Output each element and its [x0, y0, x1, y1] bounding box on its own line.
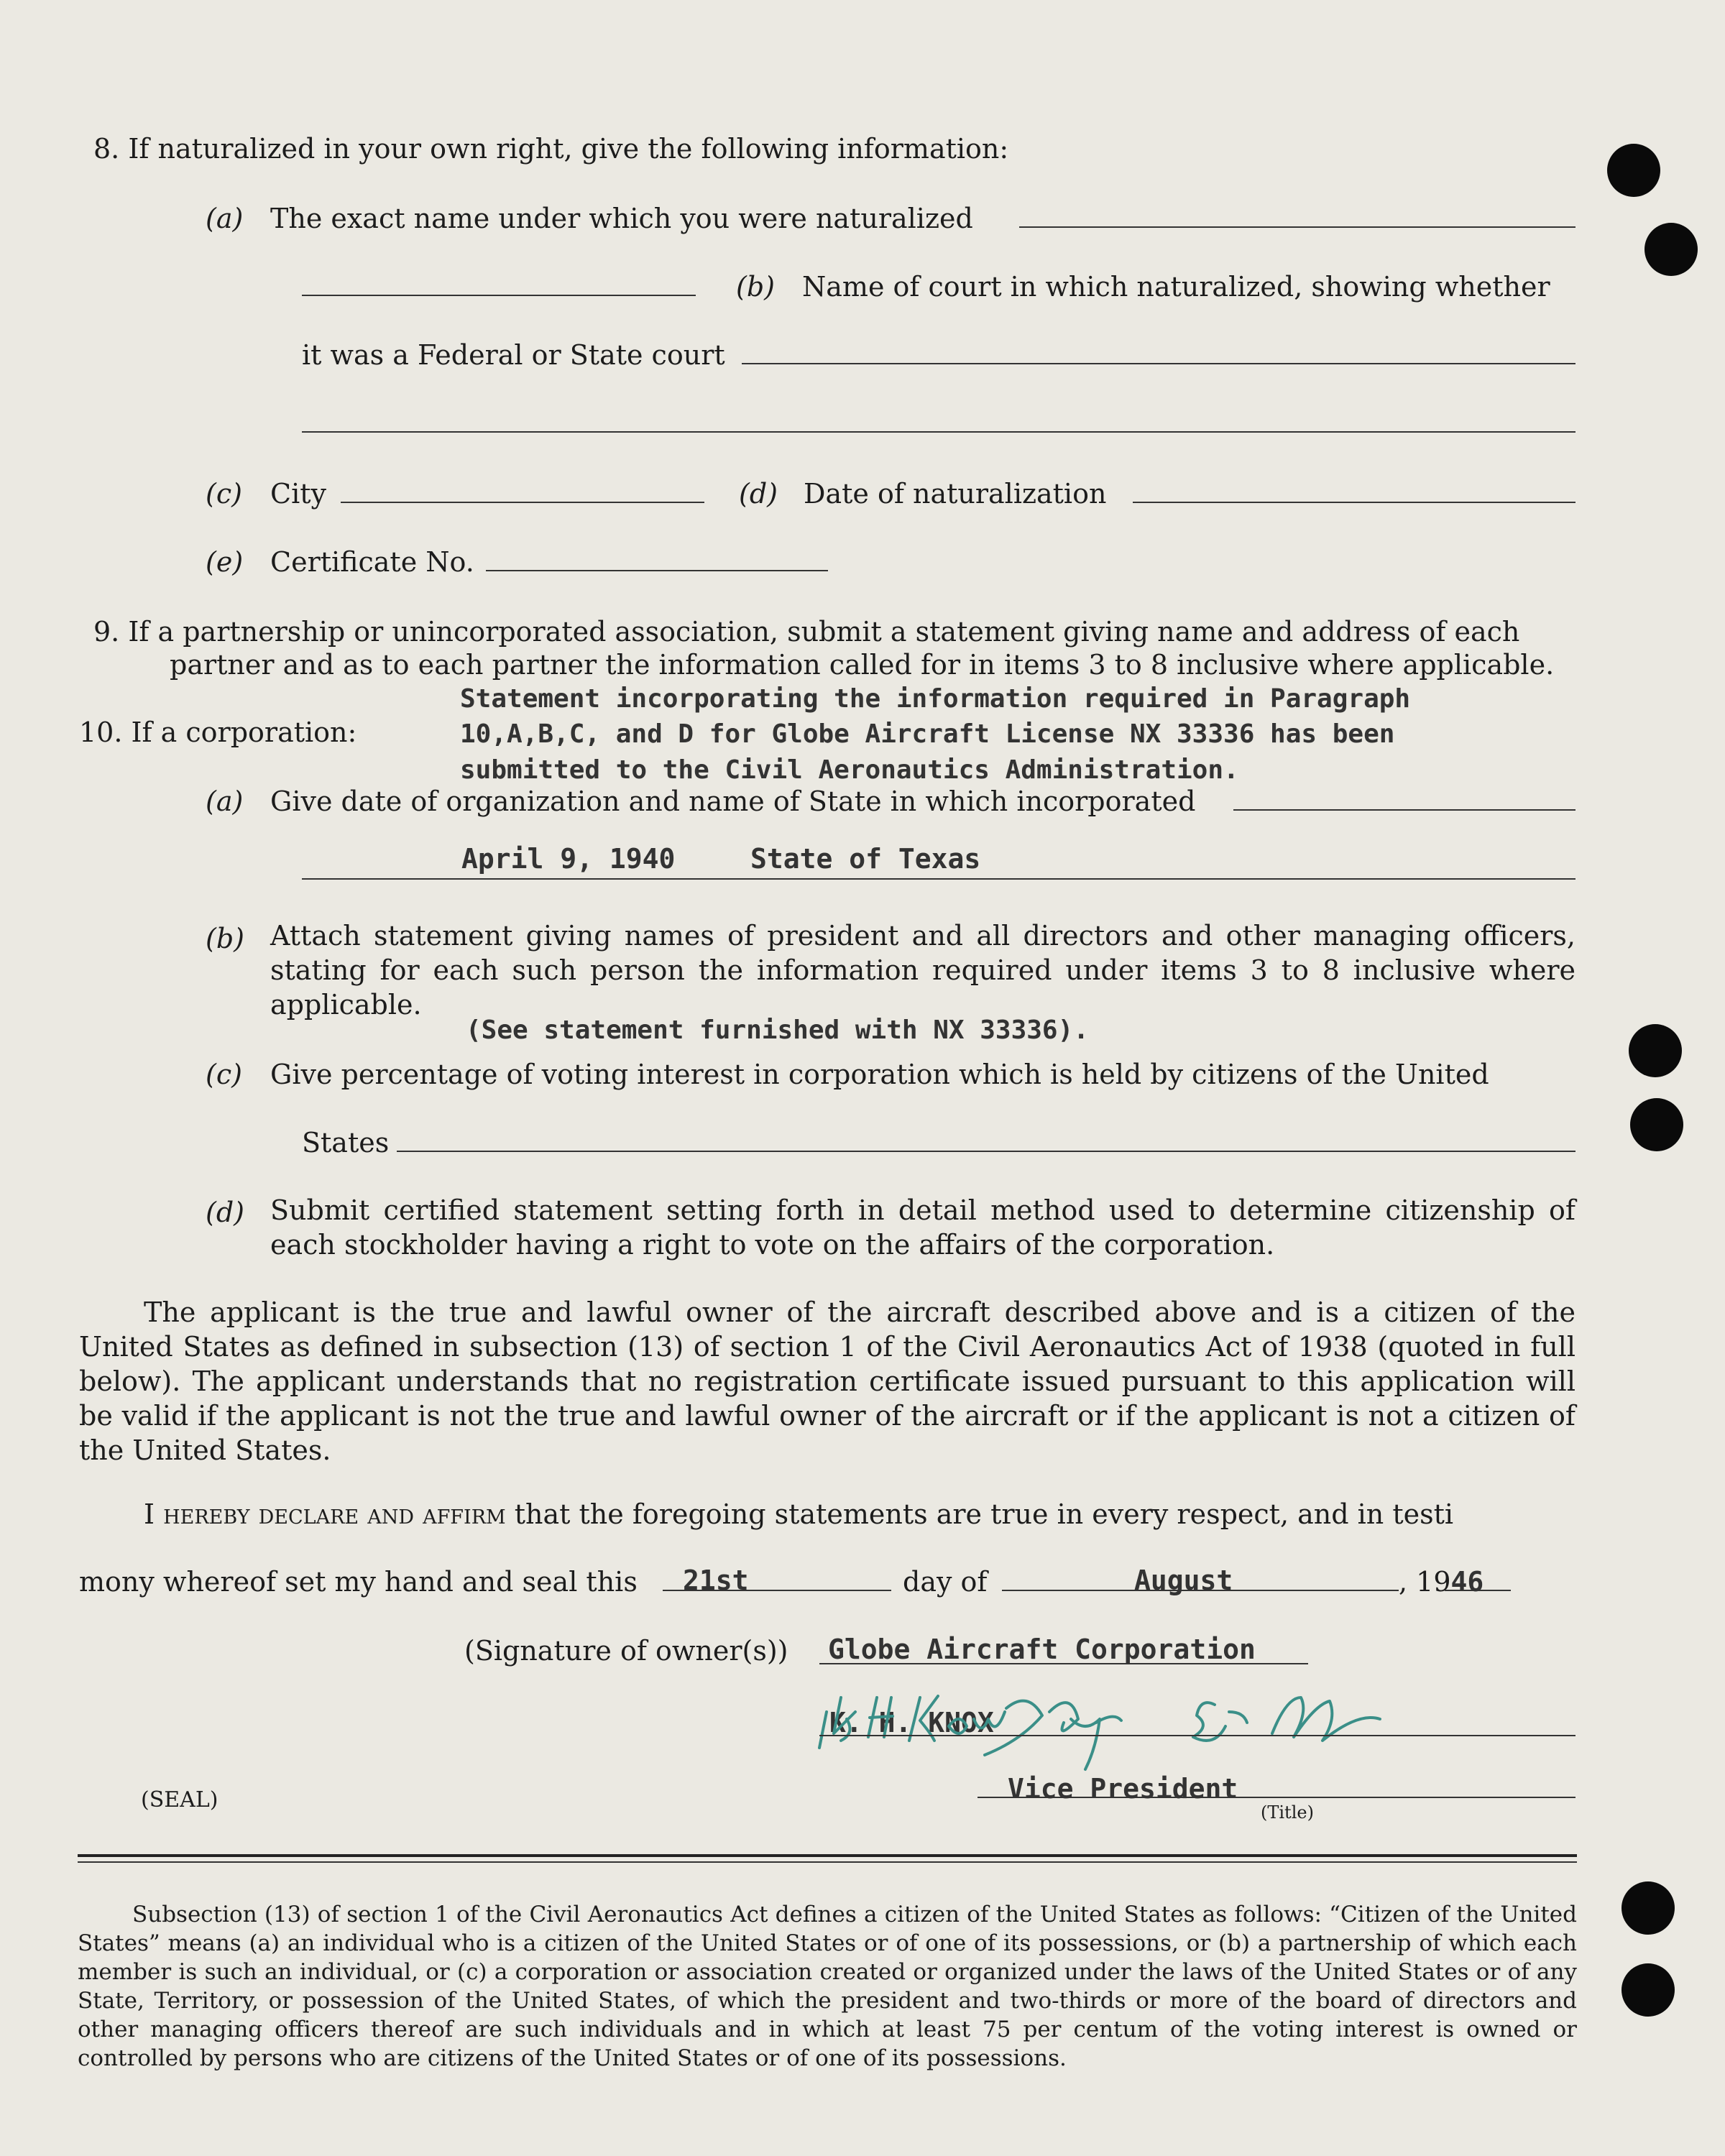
item10-b-text: Attach statement giving names of president and all directors and other managing officers, stating for each such person the information required under items 3 to 8 inclusive where applicable.: [270, 920, 1576, 1021]
item8-a-label: (a): [206, 203, 244, 234]
affirm-line: [144, 1498, 1454, 1530]
item8-d-label: (d): [739, 478, 778, 510]
naturalized-name-line: [1019, 226, 1576, 228]
punch-hole: [1607, 144, 1660, 197]
day-of-label: day of: [903, 1566, 988, 1598]
citizen-definition: Subsection (13) of section 1 of the Civil Aeronautics Act defines a citizen of the United States as follows: “Citizen of the United States” means (a) an individual who is a citizen of the United States or of one of its possessions, or (b) a partnership of which each member is such an individual, or (c) a corporation or association created or organized under the laws of the United States or of any State, Territory, or possession of the United States, of which the president and two-thirds or more of the board of directors and other managing officers thereof are such individuals and in which at least 75 per centum of the voting interest is owned or controlled by persons who are citizens of the United States or of one of its possessions.: [78, 1902, 1577, 2071]
typed-statement-line1: Statement incorporating the information required in Paragraph: [460, 684, 1411, 714]
typed-statement-line3: submitted to the Civil Aeronautics Administration.: [460, 755, 1239, 785]
punch-hole: [1644, 223, 1698, 276]
declaration-month: August: [1134, 1565, 1233, 1596]
item8-b-text: Name of court in which naturalized, showing whether: [802, 271, 1550, 303]
incorporation-state: State of Texas: [750, 843, 981, 875]
typed-statement-line2: 10,A,B,C, and D for Globe Aircraft License NX 33336 has been: [460, 719, 1395, 749]
item9-line1: 9. If a partnership or unincorporated association, submit a statement giving name and address of each: [93, 616, 1520, 648]
item10-c-cont: States: [302, 1127, 390, 1158]
item10-c-label: (c): [206, 1059, 242, 1090]
title-line: [978, 1797, 1576, 1798]
day-line: [663, 1590, 891, 1591]
signer-name: K. H. KNOX: [829, 1707, 994, 1738]
footer-divider: [78, 1854, 1577, 1857]
voting-interest-line: [397, 1151, 1576, 1152]
court-line: [742, 363, 1576, 364]
incorporation-date: April 9, 1940: [461, 843, 676, 875]
signer-line: [819, 1735, 1576, 1736]
title-label: (Title): [1261, 1802, 1314, 1823]
testimony-lead: mony whereof set my hand and seal this: [79, 1566, 638, 1598]
item8-heading: 8. If naturalized in your own right, give the following information:: [93, 133, 1009, 165]
year-line: [1399, 1566, 1484, 1598]
ownership-declaration: The applicant is the true and lawful owner of the aircraft described above and is a citizen of the United States as defined in subsection (13) of section 1 of the Civil Aeronautics Act of 1938 (quoted in full below). The applicant understands that no registration certificate issued pursuant to this application will be valid if the applicant is not the true and lawful owner of the aircraft or if the applicant is not a citizen of the United States.: [79, 1296, 1576, 1466]
owner-name: Globe Aircraft Corporation: [828, 1634, 1256, 1665]
item10-a-text: Give date of organization and name of State in which incorporated: [270, 786, 1196, 817]
signature-label: (Signature of owner(s)): [464, 1635, 788, 1667]
city-line: [341, 502, 704, 503]
see-statement-typed: (See statement furnished with NX 33336).: [466, 1015, 1089, 1045]
year-underline: [1445, 1590, 1511, 1591]
punch-hole: [1622, 1881, 1675, 1935]
incorporation-line-2: [302, 878, 1576, 880]
handwritten-signature: [812, 1669, 1387, 1777]
punch-hole: [1630, 1098, 1683, 1151]
item10-a-label: (a): [206, 786, 244, 817]
year-prefix: , 19: [1399, 1566, 1451, 1598]
item8-c-label: (c): [206, 478, 242, 510]
year-suffix: 46: [1450, 1566, 1484, 1598]
item8-c-text: City: [270, 478, 326, 510]
title-value: Vice President: [1008, 1773, 1238, 1805]
item10-heading: 10. If a corporation:: [79, 717, 357, 748]
punch-hole: [1629, 1024, 1682, 1077]
court-line-2: [302, 431, 1576, 433]
naturalized-name-line-2: [302, 295, 696, 296]
item10-b-label: (b): [206, 923, 244, 954]
item8-d-text: Date of naturalization: [804, 478, 1107, 510]
declaration-day: 21st: [683, 1565, 749, 1596]
item8-e-label: (e): [206, 546, 244, 578]
naturalization-date-line: [1133, 502, 1576, 503]
item10-d-text: Submit certified statement setting forth in detail method used to determine citizenship of each stockholder having a right to vote on the affairs of the corporation.: [270, 1194, 1576, 1261]
punch-hole: [1622, 1963, 1675, 2017]
item10-c-text: Give percentage of voting interest in corporation which is held by citizens of the United: [270, 1059, 1489, 1090]
month-line: [1002, 1590, 1399, 1591]
incorporation-line-1: [1233, 809, 1576, 811]
item9-line2: partner and as to each partner the information called for in items 3 to 8 inclusive where applicable.: [170, 649, 1555, 681]
item8-e-text: Certificate No.: [270, 546, 474, 578]
affirm-lead: I hereby declare and affirm: [144, 1498, 506, 1530]
item8-a-text: The exact name under which you were naturalized: [270, 203, 973, 234]
item8-b-label: (b): [736, 271, 775, 303]
item8-b-cont: it was a Federal or State court: [302, 339, 725, 371]
certificate-line: [486, 570, 828, 571]
item10-d-label: (d): [206, 1197, 244, 1228]
seal-label: (SEAL): [141, 1787, 218, 1812]
owner-line: [819, 1663, 1308, 1664]
affirm-rest: that the foregoing statements are true in every respect, and in testi: [514, 1498, 1454, 1530]
footer-divider-thin: [78, 1861, 1577, 1863]
